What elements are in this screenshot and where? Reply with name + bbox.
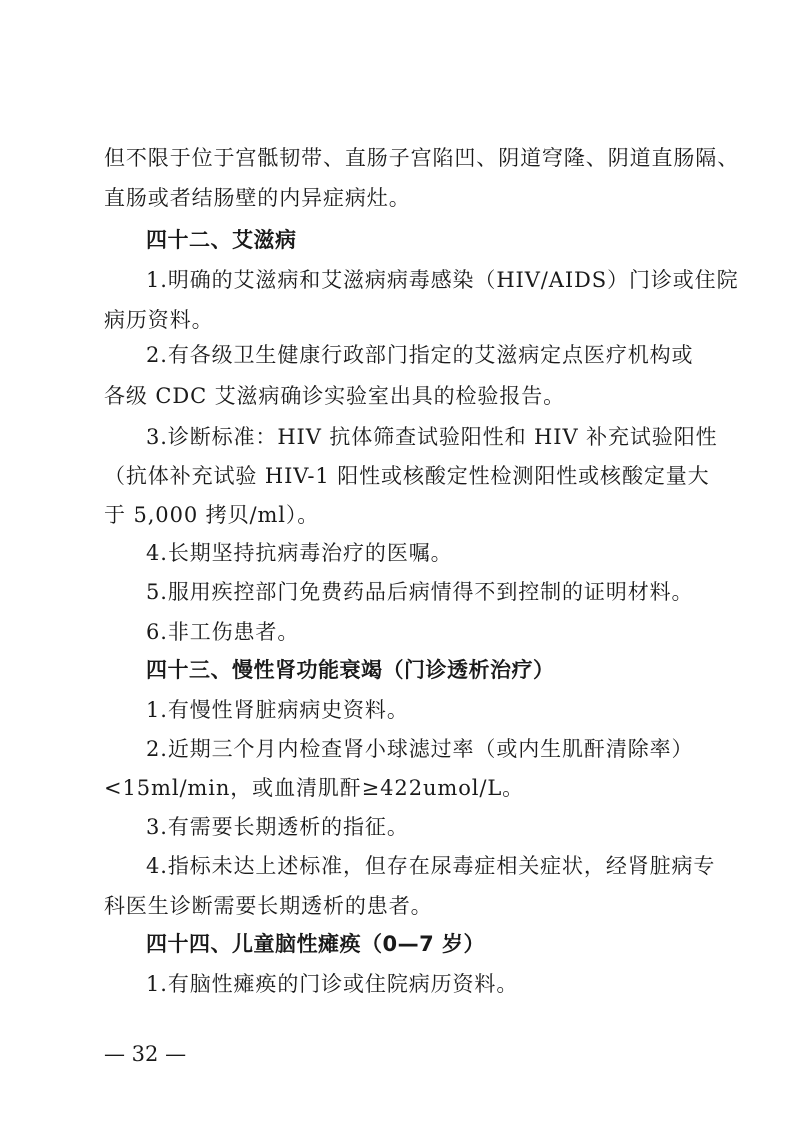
text-line: 各级 CDC 艾滋病确诊实验室出具的检验报告。 xyxy=(104,384,566,408)
section-heading: 四十三、慢性肾功能衰竭（门诊透析治疗） xyxy=(146,658,555,682)
section-heading: 四十二、艾滋病 xyxy=(146,228,297,252)
text-line: 1.有脑性瘫痪的门诊或住院病历资料。 xyxy=(146,972,519,996)
page-number: — 32 — xyxy=(104,1042,187,1066)
section-heading: 四十四、儿童脑性瘫痪（0—7 岁） xyxy=(146,932,486,956)
text-line: 2.近期三个月内检查肾小球滤过率（或内生肌酐清除率） xyxy=(146,737,694,761)
text-line: 1.明确的艾滋病和艾滋病病毒感染（HIV/AIDS）门诊或住院 xyxy=(146,268,739,292)
text-line: <15ml/min，或血清肌酐≥422umol/L。 xyxy=(104,776,525,800)
text-line: 6.非工伤患者。 xyxy=(146,620,300,644)
text-line: 4.指标未达上述标准，但存在尿毒症相关症状，经肾脏病专 xyxy=(146,854,716,878)
text-line: 5.服用疾控部门免费药品后病情得不到控制的证明材料。 xyxy=(146,580,694,604)
text-line: （抗体补充试验 HIV-1 阳性或核酸定性检测阳性或核酸定量大 xyxy=(104,464,710,488)
text-line: 于 5,000 拷贝/ml）。 xyxy=(104,503,320,527)
text-line: 3.有需要长期透析的指征。 xyxy=(146,815,409,839)
text-line: 科医生诊断需要长期透析的患者。 xyxy=(104,894,433,918)
text-line: 2.有各级卫生健康行政部门指定的艾滋病定点医疗机构或 xyxy=(146,343,694,367)
text-line: 4.长期坚持抗病毒治疗的医嘱。 xyxy=(146,541,453,565)
text-line: 直肠或者结肠壁的内异症病灶。 xyxy=(104,186,411,210)
text-line: 3.诊断标准：HIV 抗体筛查试验阳性和 HIV 补充试验阳性 xyxy=(146,425,718,449)
text-line: 病历资料。 xyxy=(104,308,214,332)
text-line: 但不限于位于宫骶韧带、直肠子宫陷凹、阴道穹隆、阴道直肠隔、 xyxy=(104,146,740,170)
text-line: 1.有慢性肾脏病病史资料。 xyxy=(146,698,409,722)
